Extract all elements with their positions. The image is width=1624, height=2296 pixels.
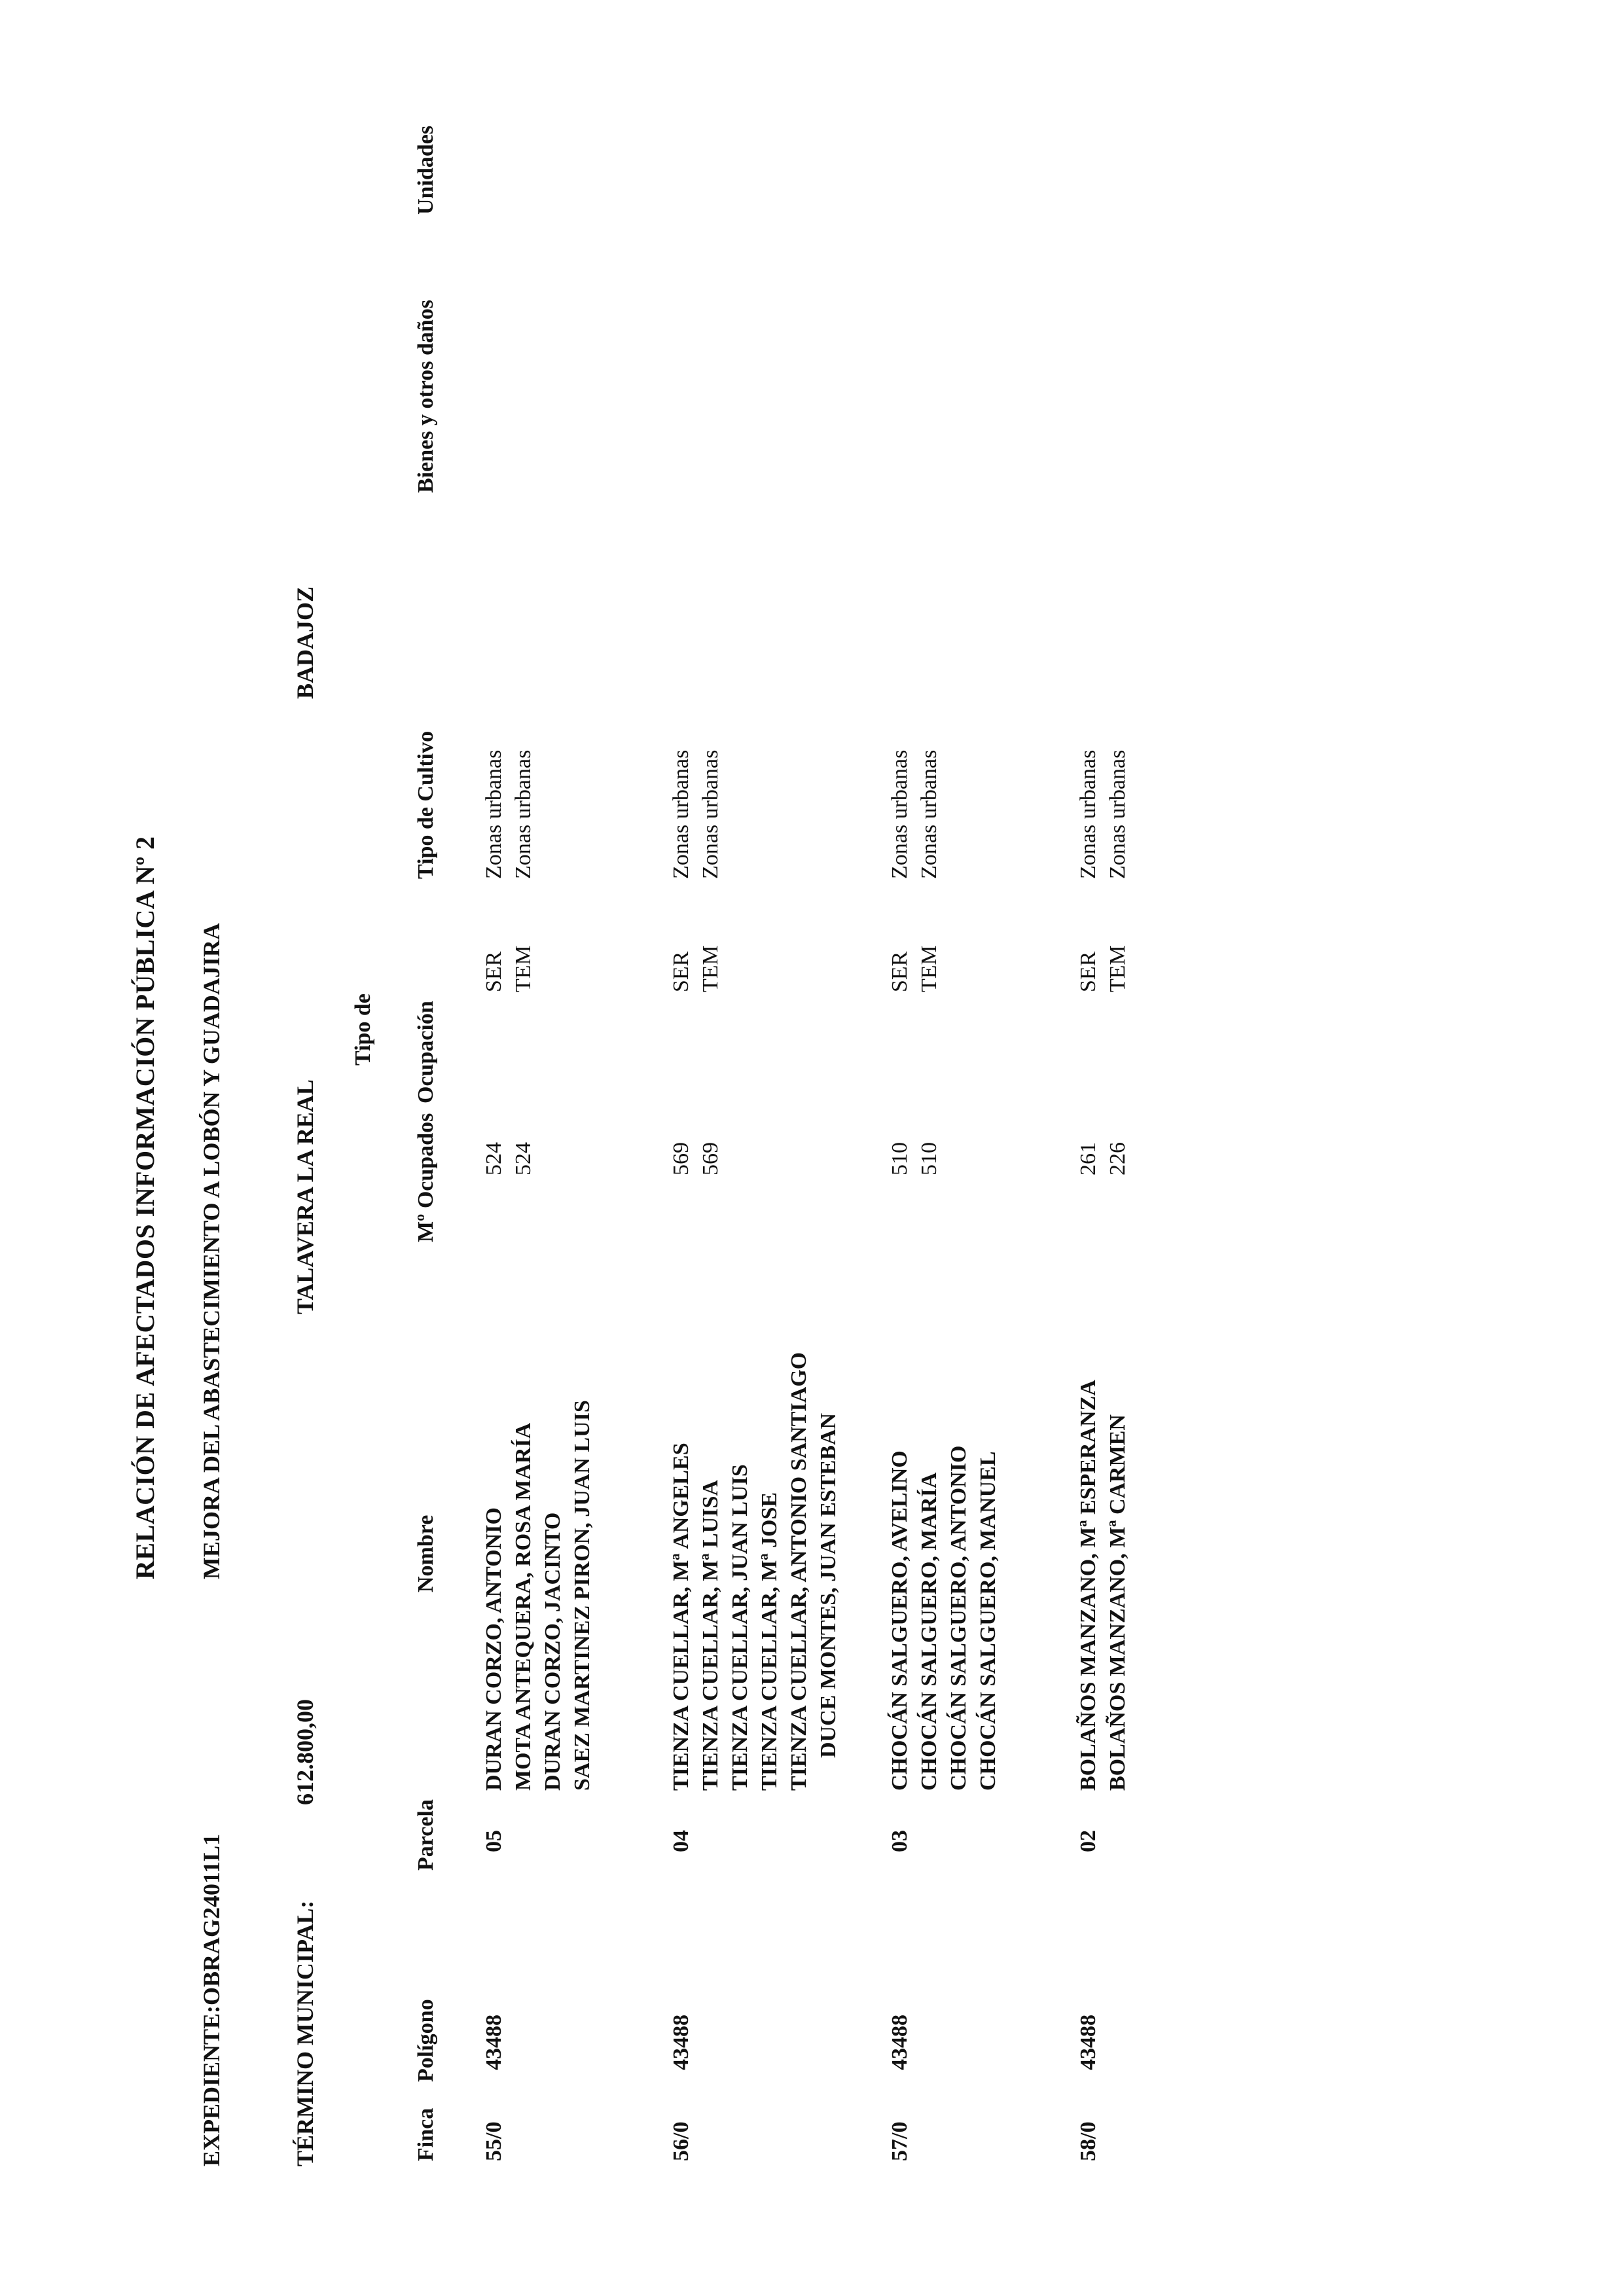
tipo-list — [666, 945, 725, 992]
parcela-cell: 02 — [1076, 1830, 1100, 1852]
cultivo-value: Zonas urbanas — [1106, 749, 1130, 879]
finca-cell: 58/0 — [1076, 2121, 1100, 2161]
nombre-item: CHOCÁN SALGUERO, MANUEL — [976, 1451, 1000, 1791]
cultivo-value: Zonas urbanas — [698, 749, 723, 879]
cultivo-value: Zonas urbanas — [1076, 749, 1100, 879]
cultivo-list — [479, 750, 538, 879]
parcela-cell: 04 — [669, 1830, 693, 1852]
nombre-list — [479, 1400, 597, 1791]
parcela-cell: 05 — [482, 1830, 506, 1852]
nombre-list — [885, 1446, 1003, 1791]
col-header-m2: Mº Ocupados — [414, 1113, 438, 1242]
nombre-list — [666, 1352, 843, 1791]
m2-list — [479, 1142, 538, 1175]
col-header-unidades: Unidades — [414, 125, 438, 215]
nombre-item: CHOCÁN SALGUERO, MARÍA — [917, 1472, 941, 1791]
m2-value: 226 — [1106, 1142, 1130, 1175]
m2-value: 569 — [698, 1142, 723, 1175]
nombre-item: DURAN CORZO, ANTONIO — [482, 1507, 506, 1791]
termino-municipal-label: TÉRMINO MUNICIPAL: — [292, 1900, 318, 2166]
nombre-item: MOTA ANTEQUERA, ROSA MARÍA — [511, 1422, 535, 1791]
parcela-cell: 03 — [888, 1830, 912, 1852]
nombre-item: DURAN CORZO, JACINTO — [541, 1512, 565, 1791]
nombre-item: DUCE MONTES, JUAN ESTEBAN — [816, 1412, 840, 1758]
tipo-value: TEM — [917, 945, 941, 992]
col-header-bienes: Bienes y otros daños — [414, 299, 438, 493]
poligono-cell: 43488 — [669, 2015, 693, 2070]
m2-value: 569 — [669, 1142, 693, 1175]
tipo-value: TEM — [698, 945, 723, 992]
cultivo-list — [885, 750, 944, 879]
m2-list — [1074, 1142, 1132, 1175]
col-header-tipo-top: Tipo de — [351, 994, 375, 1066]
poligono-cell: 43488 — [888, 2015, 912, 2070]
finca-cell: 57/0 — [888, 2121, 912, 2161]
tipo-value: SER — [888, 951, 912, 992]
finca-cell: 56/0 — [669, 2121, 693, 2161]
m2-value: 261 — [1076, 1142, 1100, 1175]
expediente-label: EXPEDIENTE:OBRAG24011L1 — [198, 1833, 225, 2166]
col-header-finca: Finca — [414, 2108, 438, 2161]
poligono-cell: 43488 — [482, 2015, 506, 2070]
tipo-list — [479, 945, 538, 992]
nombre-item: TIENZA CUELLAR, JUAN LUIS — [728, 1464, 752, 1791]
nombre-item: SAEZ MARTINEZ PIRON, JUAN LUIS — [570, 1400, 594, 1791]
m2-value: 524 — [511, 1142, 535, 1175]
cultivo-list — [1074, 750, 1132, 879]
poligono-cell: 43488 — [1076, 2015, 1100, 2070]
nombre-item: CHOCÁN SALGUERO, AVELINO — [888, 1450, 912, 1791]
provincia-name: BADAJOZ — [292, 586, 318, 699]
m2-list — [885, 1142, 944, 1175]
importe-value: 612.800,00 — [292, 1699, 318, 1805]
nombre-item: TIENZA CUELLAR, Mª JOSE — [757, 1492, 782, 1791]
cultivo-value: Zonas urbanas — [482, 749, 506, 879]
document-title: RELACIÓN DE AFECTADOS INFORMACIÓN PÚBLICA Nº 2 — [130, 836, 160, 1579]
nombre-item: TIENZA CUELLAR, Mª LUISA — [698, 1480, 723, 1791]
cultivo-value: Zonas urbanas — [888, 749, 912, 879]
municipio-name: TALAVERA LA REAL — [292, 1079, 318, 1314]
obra-title: MEJORA DEL ABASTECIMIENTO A LOBÓN Y GUADAJIRA — [198, 923, 225, 1579]
tipo-list — [1074, 945, 1132, 992]
nombre-item: CHOCÁN SALGUERO, ANTONIO — [947, 1445, 971, 1791]
m2-value: 510 — [917, 1142, 941, 1175]
m2-list — [666, 1142, 725, 1175]
cultivo-value: Zonas urbanas — [917, 749, 941, 879]
m2-value: 510 — [888, 1142, 912, 1175]
col-header-parcela: Parcela — [414, 1799, 438, 1871]
tipo-value: SER — [482, 951, 506, 992]
cultivo-list — [666, 750, 725, 879]
cultivo-value: Zonas urbanas — [511, 749, 535, 879]
nombre-item: BOLAÑOS MANZANO, Mª ESPERANZA — [1076, 1380, 1100, 1791]
tipo-list — [885, 945, 944, 992]
nombre-item: BOLAÑOS MANZANO, Mª CARMEN — [1106, 1414, 1130, 1791]
cultivo-value: Zonas urbanas — [669, 749, 693, 879]
nombre-list — [1074, 1380, 1132, 1791]
tipo-value: SER — [1076, 951, 1100, 992]
tipo-value: TEM — [1106, 945, 1130, 992]
col-header-cultivo: Tipo de Cultivo — [414, 730, 438, 879]
tipo-value: SER — [669, 951, 693, 992]
m2-value: 524 — [482, 1142, 506, 1175]
col-header-nombre: Nombre — [414, 1515, 438, 1592]
col-header-poligono: Polígono — [414, 1999, 438, 2082]
nombre-item: TIENZA CUELLAR, ANTONIO SANTIAGO — [787, 1352, 811, 1791]
nombre-item: TIENZA CUELLAR, Mª ANGELES — [669, 1443, 693, 1791]
col-header-tipo-bottom: Ocupación — [414, 1001, 438, 1103]
tipo-value: TEM — [511, 945, 535, 992]
finca-cell: 55/0 — [482, 2121, 506, 2161]
